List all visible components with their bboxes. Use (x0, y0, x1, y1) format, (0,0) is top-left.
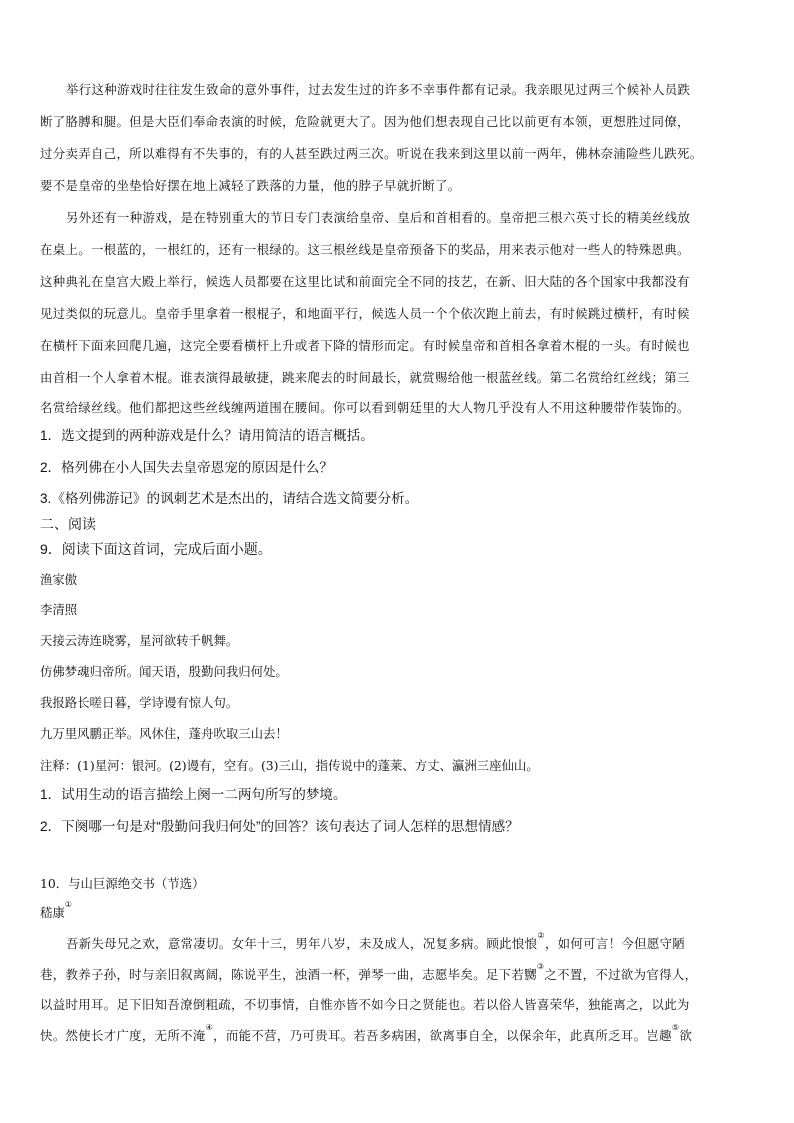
section-title: 二、阅读 (40, 516, 96, 532)
passage-line: 另外还有一种游戏，是在特别重大的节日专门表演给皇帝、皇后和首相看的。皇帝把三根六英寸长的精美丝线放 (66, 210, 691, 225)
passage-line: 吾新失母兄之欢，意常凄切。女年十三，男年八岁，未及成人，况复多病。顾此悢悢②，如何可言！今但愿守陋 (66, 931, 686, 951)
poem-note: 注释：(1)星河：银河。(2)谩有，空有。(3)三山，指传说中的蓬莱、方丈、瀛洲三座仙山。 (40, 758, 539, 773)
passage-line: 巷，教养子孙，时与亲旧叙离阔，陈说平生，浊酒一杯，弹琴一曲，志愿毕矣。足下若嬲③之不置，不过欲为官得人， (40, 962, 698, 982)
passage-line: 由首相一个人拿着木棍。谁表演得最敏捷，跳来爬去的时间最长，就赏赐给他一根蓝丝线。第二名赏给红丝线；第三 (40, 370, 690, 385)
question-item: 2．下阕哪一句是对“殷勤问我归何处”的回答？该句表达了词人怎样的思想情感？ (40, 819, 519, 834)
question-item: 2．格列佛在小人国失去皇帝恩宠的原因是什么？ (40, 460, 334, 475)
question-title: 9．阅读下面这首词，完成后面小题。 (40, 541, 272, 557)
question-item: 3.《格列佛游记》的讽刺艺术是杰出的，请结合选文简要分析。 (40, 491, 419, 506)
passage-line: 举行这种游戏时往往发生致命的意外事件，过去发生过的许多不幸事件都有记录。我亲眼见过两三个候补人员跌 (66, 82, 691, 97)
passage-title: 10．与山巨源绝交书（节选） (40, 876, 205, 891)
passage-line: 这种典礼在皇宫大殿上举行，候选人员都要在这里比试和前面完全不同的技艺，在新、旧大陆的各个国家中我都没有 (40, 274, 690, 289)
passage-line: 见过类似的玩意儿。皇帝手里拿着一根棍子，和地面平行，候选人员一个个依次跑上前去，有时候跳过横杆，有时候 (40, 306, 690, 321)
poem-line: 仿佛梦魂归帝所。闻天语，殷勤问我归何处。 (40, 664, 288, 679)
poem-line: 九万里风鹏正举。风休住，蓬舟吹取三山去！ (40, 726, 288, 741)
passage-line: 断了胳膊和腿。但是大臣们奉命表演的时候，危险就更大了。因为他们想表现自己比以前更有本领，更想胜过同僚， (40, 114, 690, 129)
passage-author: 嵇康① (40, 900, 72, 920)
passage-line: 名赏给绿丝线。他们都把这些丝线缠两道围在腰间。你可以看到朝廷里的大人物几乎没有人不用这种腰带作装饰的。 (40, 400, 690, 415)
passage-line: 要不是皇帝的坐垫恰好摆在地上减轻了跌落的力量，他的脖子早就折断了。 (40, 178, 461, 193)
passage-line: 在桌上。一根蓝的，一根红的，还有一根绿的。这三根丝线是皇帝预备下的奖品，用来表示他对一些人的特殊恩典。 (40, 242, 690, 257)
poem-line: 我报路长嗟日暮，学诗谩有惊人句。 (40, 695, 239, 710)
poem-author: 李清照 (40, 602, 78, 617)
question-item: 1．试用生动的语言描绘上阕一二两句所写的梦境。 (40, 787, 347, 802)
poem-line: 天接云涛连晓雾，星河欲转千帆舞。 (40, 633, 239, 648)
passage-line: 在横杆下面来回爬几遍，这完全要看横杆上升或者下降的情形而定。有时候皇帝和首相各拿着木棍的一头。有时候也 (40, 338, 690, 353)
passage-line: 快。然使长才广度，无所不淹④，而能不营，乃可贵耳。若吾多病困，欲离事自全，以保余年，此真所乏耳。岂趣⑤欲 (40, 1023, 693, 1043)
passage-line: 以益时用耳。足下旧知吾潦倒粗疏，不切事情，自惟亦皆不如今日之贤能也。若以俗人皆喜荣华，独能离之，以此为 (40, 997, 690, 1012)
poem-title: 渔家傲 (40, 572, 78, 587)
passage-line: 过分卖弄自己，所以难得有不失事的，有的人甚至跌过两三次。听说在我来到这里以前一两年，佛林奈浦险些儿跌死。 (40, 146, 703, 161)
question-item: 1．选文提到的两种游戏是什么？请用简洁的语言概括。 (40, 428, 374, 443)
